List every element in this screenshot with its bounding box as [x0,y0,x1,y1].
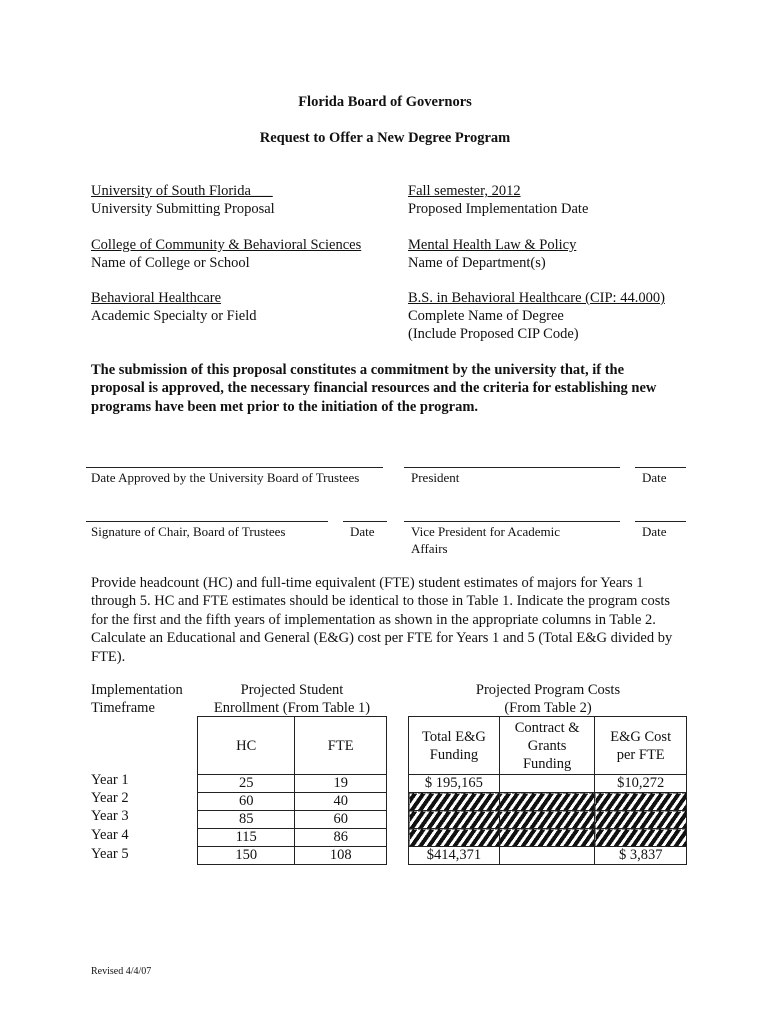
specialty-label: Academic Specialty or Field [91,308,257,324]
table-row [409,829,687,847]
table-row [198,775,387,793]
degree-label: Complete Name of Degree [408,308,564,324]
department-value: Mental Health Law & Policy [408,237,577,253]
revision-note: Revised 4/4/07 [91,966,152,977]
hatched-cell [499,793,595,811]
table-row [409,811,687,829]
vp-label-line2: Affairs [411,541,448,556]
board-title: Florida Board of Governors [298,94,472,110]
chair-label: Signature of Chair, Board of Trustees [91,524,286,539]
table-row [409,847,687,865]
col-header-cost-per-fte [595,717,687,775]
impl-label-1: Implementation [91,682,183,698]
cost-per-fte-cell: $ 3,837 [595,847,687,865]
vp-date-line[interactable] [635,521,686,522]
table-row [198,811,387,829]
hatched-cell [595,829,687,847]
date-label-1: Date [642,470,667,485]
vp-signature-line[interactable] [404,521,620,522]
form-title: Request to Offer a New Degree Program [259,130,511,146]
president-date-line[interactable] [635,467,686,468]
year-label: Year 1 [91,772,129,788]
total-eg-cell: $ 195,165 [409,775,500,793]
bot-date-label: Date Approved by the University Board of Trustees [91,470,360,485]
fte-cell: 19 [295,775,387,793]
college-label: Name of College or School [91,255,250,271]
cost-label-1: Projected Program Costs [475,682,621,698]
col-total-line2: Funding [429,746,479,763]
cost-per-fte-cell: $10,272 [595,775,687,793]
university-label: University Submitting Proposal [91,201,275,217]
hatched-cell [409,811,500,829]
hatched-cell [595,793,687,811]
department-label: Name of Department(s) [408,255,546,271]
fte-cell: 108 [295,847,387,865]
hatched-cell [409,793,500,811]
fte-cell: 40 [295,793,387,811]
specialty-value: Behavioral Healthcare [91,290,222,306]
table-row [198,847,387,865]
president-label: President [411,470,460,485]
degree-value: B.S. in Behavioral Healthcare (CIP: 44.000) [408,290,665,306]
hatched-cell [499,829,595,847]
degree-note: (Include Proposed CIP Code) [408,326,579,342]
hatched-cell [595,811,687,829]
implementation-date-label: Proposed Implementation Date [408,201,589,217]
table-row [409,793,687,811]
implementation-date-value: Fall semester, 2012 [408,183,521,199]
college-value: College of Community & Behavioral Sciences [91,237,362,253]
col-grants-line3: Funding [522,755,572,772]
chair-date-line[interactable] [343,521,387,522]
enrollment-table [197,716,387,865]
hc-cell: 60 [198,793,295,811]
date-label-3: Date [642,524,667,539]
impl-label-2: Timeframe [91,700,155,716]
col-cost-line1: E&G Cost [610,728,672,745]
col-total-line1: Total E&G [422,728,486,745]
date-label-2: Date [350,524,375,539]
col-header-fte: FTE [295,717,387,775]
hc-cell: 115 [198,829,295,847]
col-header-total-eg [409,717,500,775]
grants-cell [499,775,595,793]
hc-cell: 150 [198,847,295,865]
hc-cell: 25 [198,775,295,793]
hatched-cell [409,829,500,847]
table-row [409,775,687,793]
vp-label-line1: Vice President for Academic [411,524,561,539]
col-grants-line2: Grants [527,737,567,754]
col-cost-line2: per FTE [616,746,665,763]
university-value: University of South Florida___ [91,183,273,199]
year-label: Year 4 [91,827,129,843]
col-header-hc: HC [198,717,295,775]
cost-label-2: (From Table 2) [504,700,592,716]
grants-cell [499,847,595,865]
table-row [198,829,387,847]
col-grants-line1: Contract & [514,719,580,736]
year-label: Year 5 [91,846,129,862]
hc-cell: 85 [198,811,295,829]
commitment-statement: The submission of this proposal constitutes a commitment by the university that, if the proposal is approved, the necessary financial resources and the criteria for establishing new programs have been met prior to the initiation of the program. [91,362,657,415]
chair-signature-line[interactable] [86,521,328,522]
enroll-label-2: Enrollment (From Table 1) [213,700,371,716]
total-eg-cell: $414,371 [409,847,500,865]
president-signature-line[interactable] [404,467,620,468]
table-row [198,793,387,811]
costs-table [408,716,687,865]
col-header-grants [499,717,595,775]
fte-cell: 60 [295,811,387,829]
fte-cell: 86 [295,829,387,847]
instructions-paragraph: Provide headcount (HC) and full-time equivalent (FTE) student estimates of majors for Years 1 through 5. HC and FTE estimates should be identical to those in Table 1. Indicate the program costs for the first and the fifth years of implementation as shown in the appropriate columns in Table 2. Calculate an Educational and General (E&G) cost per FTE for Years 1 and 5 (Total E&G divided by FTE). [91,575,673,665]
enroll-label-1: Projected Student [240,682,344,698]
year-label: Year 3 [91,808,129,824]
bot-date-line[interactable] [86,467,383,468]
year-label: Year 2 [91,790,129,806]
hatched-cell [499,811,595,829]
